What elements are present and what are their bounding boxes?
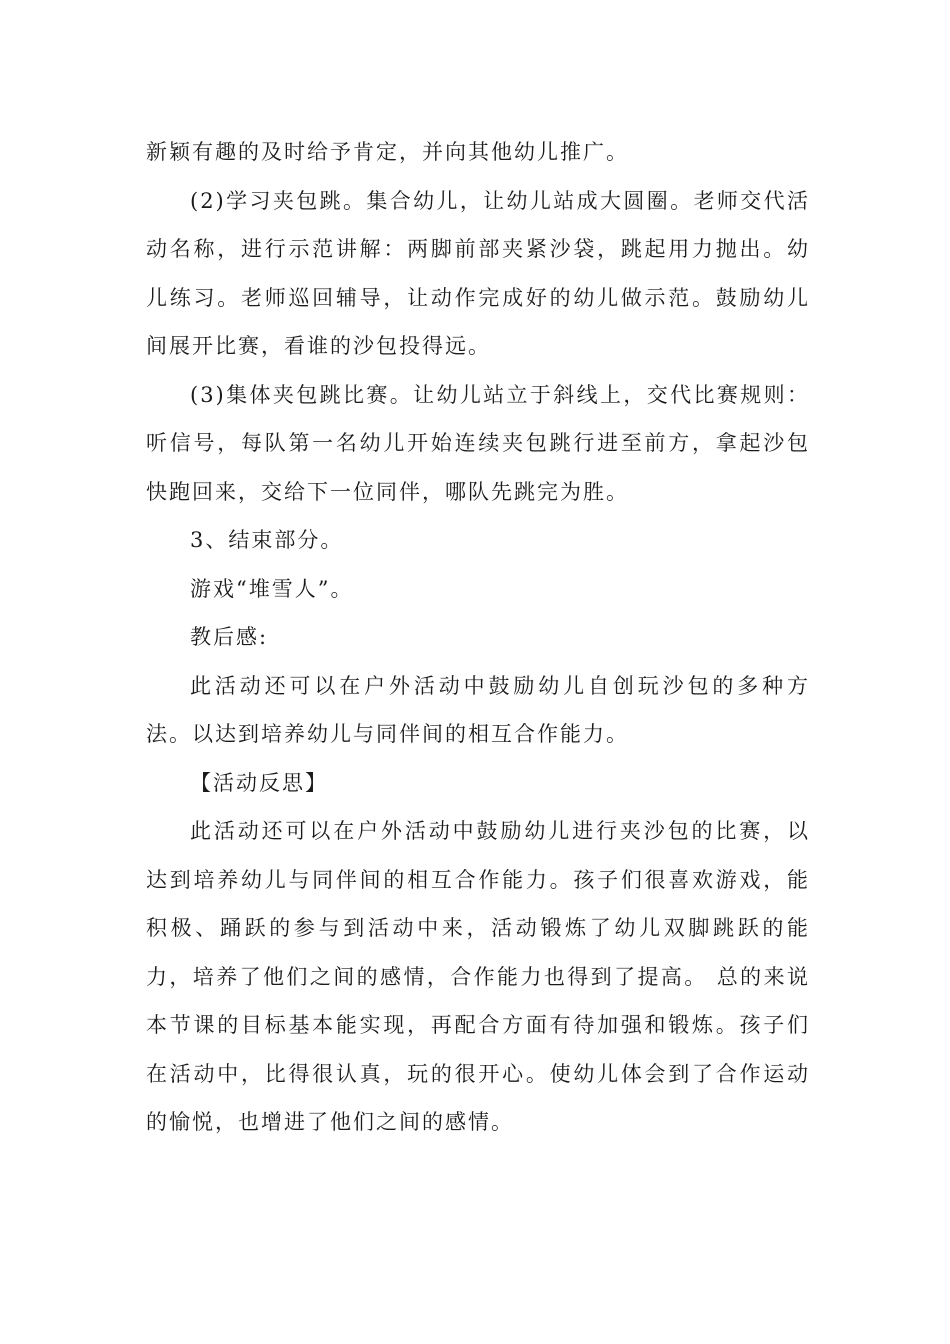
document-body (146, 128, 810, 1147)
paragraph-step-2: (2)学习夹包跳。集合幼儿，让幼儿站成大圆圈。老师交代活动名称，进行示范讲解：两脚前部夹紧沙袋，跳起用力抛出。幼儿练习。老师巡回辅导，让动作完成好的幼儿做示范。鼓励幼儿间展开比赛，看谁的沙包投得远。 (146, 188, 810, 358)
section-heading-activity-review: 【活动反思】 (190, 770, 328, 795)
section-heading-reflection-label: 教后感: (190, 625, 269, 649)
paragraph-game: 游戏“堆雪人”。 (190, 576, 354, 601)
paragraph-continuation: 新颖有趣的及时给予肯定，并向其他幼儿推广。 (146, 140, 629, 164)
section-heading-ending: 3、结束部分。 (190, 528, 344, 552)
paragraph-reflection: 此活动还可以在户外活动中鼓励幼儿自创玩沙包的多种方法。以达到培养幼儿与同伴间的相互合作能力。 (146, 673, 810, 746)
paragraph-activity-review: 此活动还可以在户外活动中鼓励幼儿进行夹沙包的比赛，以达到培养幼儿与同伴间的相互合作能力。孩子们很喜欢游戏，能积极、踊跃的参与到活动中来，活动锻炼了幼儿双脚跳跃的能力，培养了他们之间的感情，合作能力也得到了提高。 总的来说本节课的目标基本能实现，再配合方面有待加强和锻炼。孩子们在活动中，比得很认真，玩的很开心。使幼儿体会到了合作运动的愉悦，也增进了他们之间的感情。 (146, 819, 810, 1134)
paragraph-step-3: (3)集体夹包跳比赛。让幼儿站立于斜线上，交代比赛规则：听信号，每队第一名幼儿开始连续夹包跳行进至前方，拿起沙包快跑回来，交给下一位同伴，哪队先跳完为胜。 (146, 382, 810, 504)
